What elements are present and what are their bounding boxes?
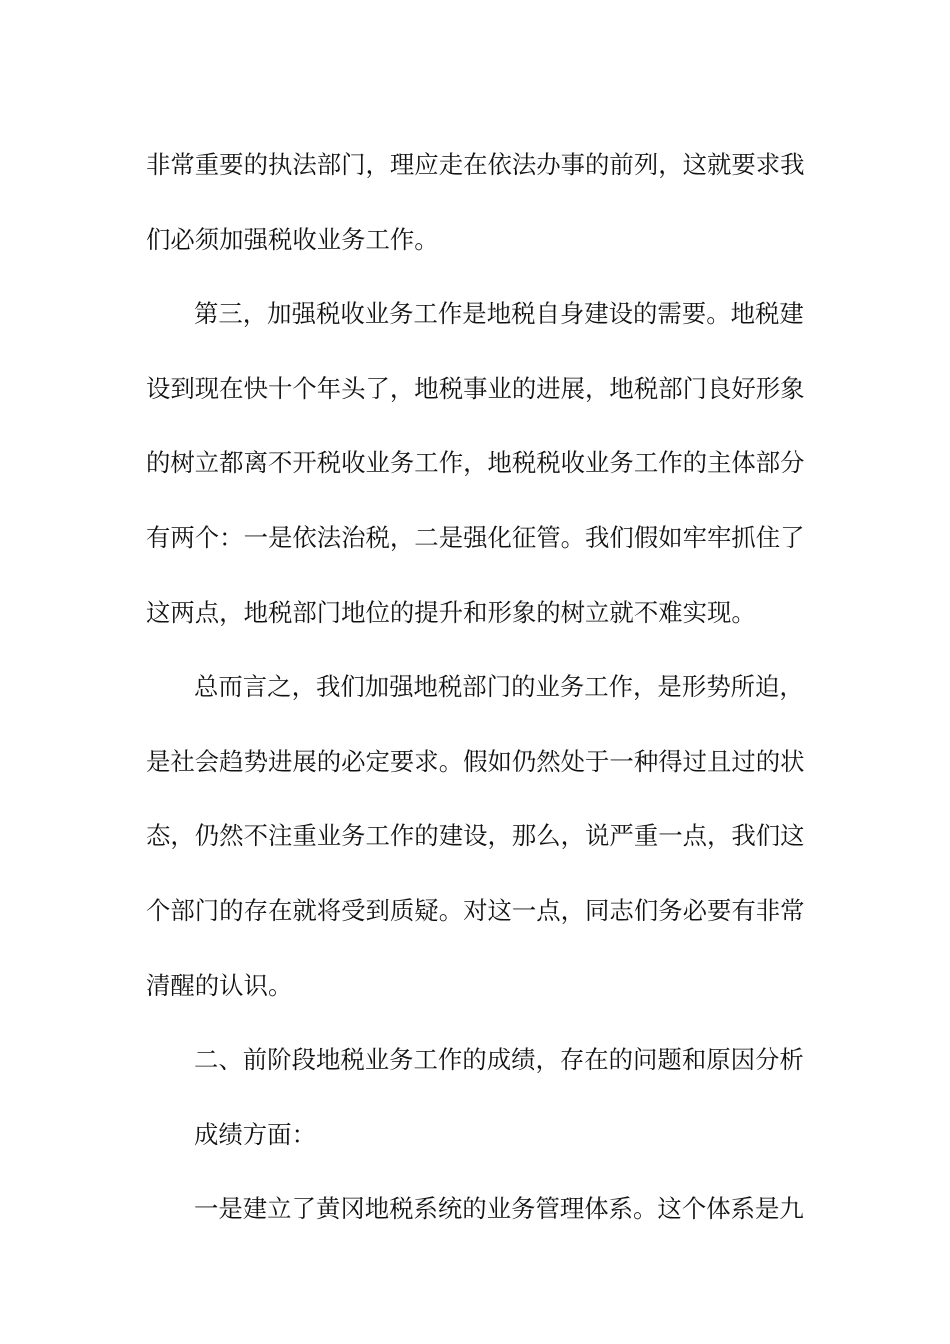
text-line-12: 清醒的认识。 — [146, 970, 293, 1000]
text-line-2: 们必须加强税收业务工作。 — [146, 224, 439, 254]
text-line-1: 非常重要的执法部门，理应走在依法办事的前列，这就要求我 — [146, 150, 805, 179]
text-line-6: 有两个：一是依法治税，二是强化征管。我们假如牢牢抓住了 — [146, 522, 805, 552]
subsection-heading: 成绩方面： — [194, 1119, 316, 1149]
text-line-4: 设到现在快十个年头了，地税事业的进展，地税部门良好形象 — [146, 373, 805, 403]
text-line-11: 个部门的存在就将受到质疑。对这一点，同志们务必要有非常 — [146, 895, 805, 925]
text-line-5: 的树立都离不开税收业务工作，地税税收业务工作的主体部分 — [146, 448, 805, 478]
text-line-3: 第三，加强税收业务工作是地税自身建设的需要。地税建 — [194, 299, 804, 329]
text-line-9: 是社会趋势进展的必定要求。假如仍然处于一种得过且过的状 — [146, 746, 805, 776]
text-line-8: 总而言之，我们加强地税部门的业务工作，是形势所迫， — [194, 672, 804, 702]
text-line-10: 态，仍然不注重业务工作的建设，那么，说严重一点，我们这 — [146, 821, 805, 851]
text-line-15: 一是建立了黄冈地税系统的业务管理体系。这个体系是九 — [194, 1194, 804, 1224]
document-body — [146, 128, 806, 1247]
section-heading: 二、前阶段地税业务工作的成绩，存在的问题和原因分析 — [194, 1045, 804, 1075]
text-line-7: 这两点，地税部门地位的提升和形象的树立就不难实现。 — [146, 597, 756, 627]
